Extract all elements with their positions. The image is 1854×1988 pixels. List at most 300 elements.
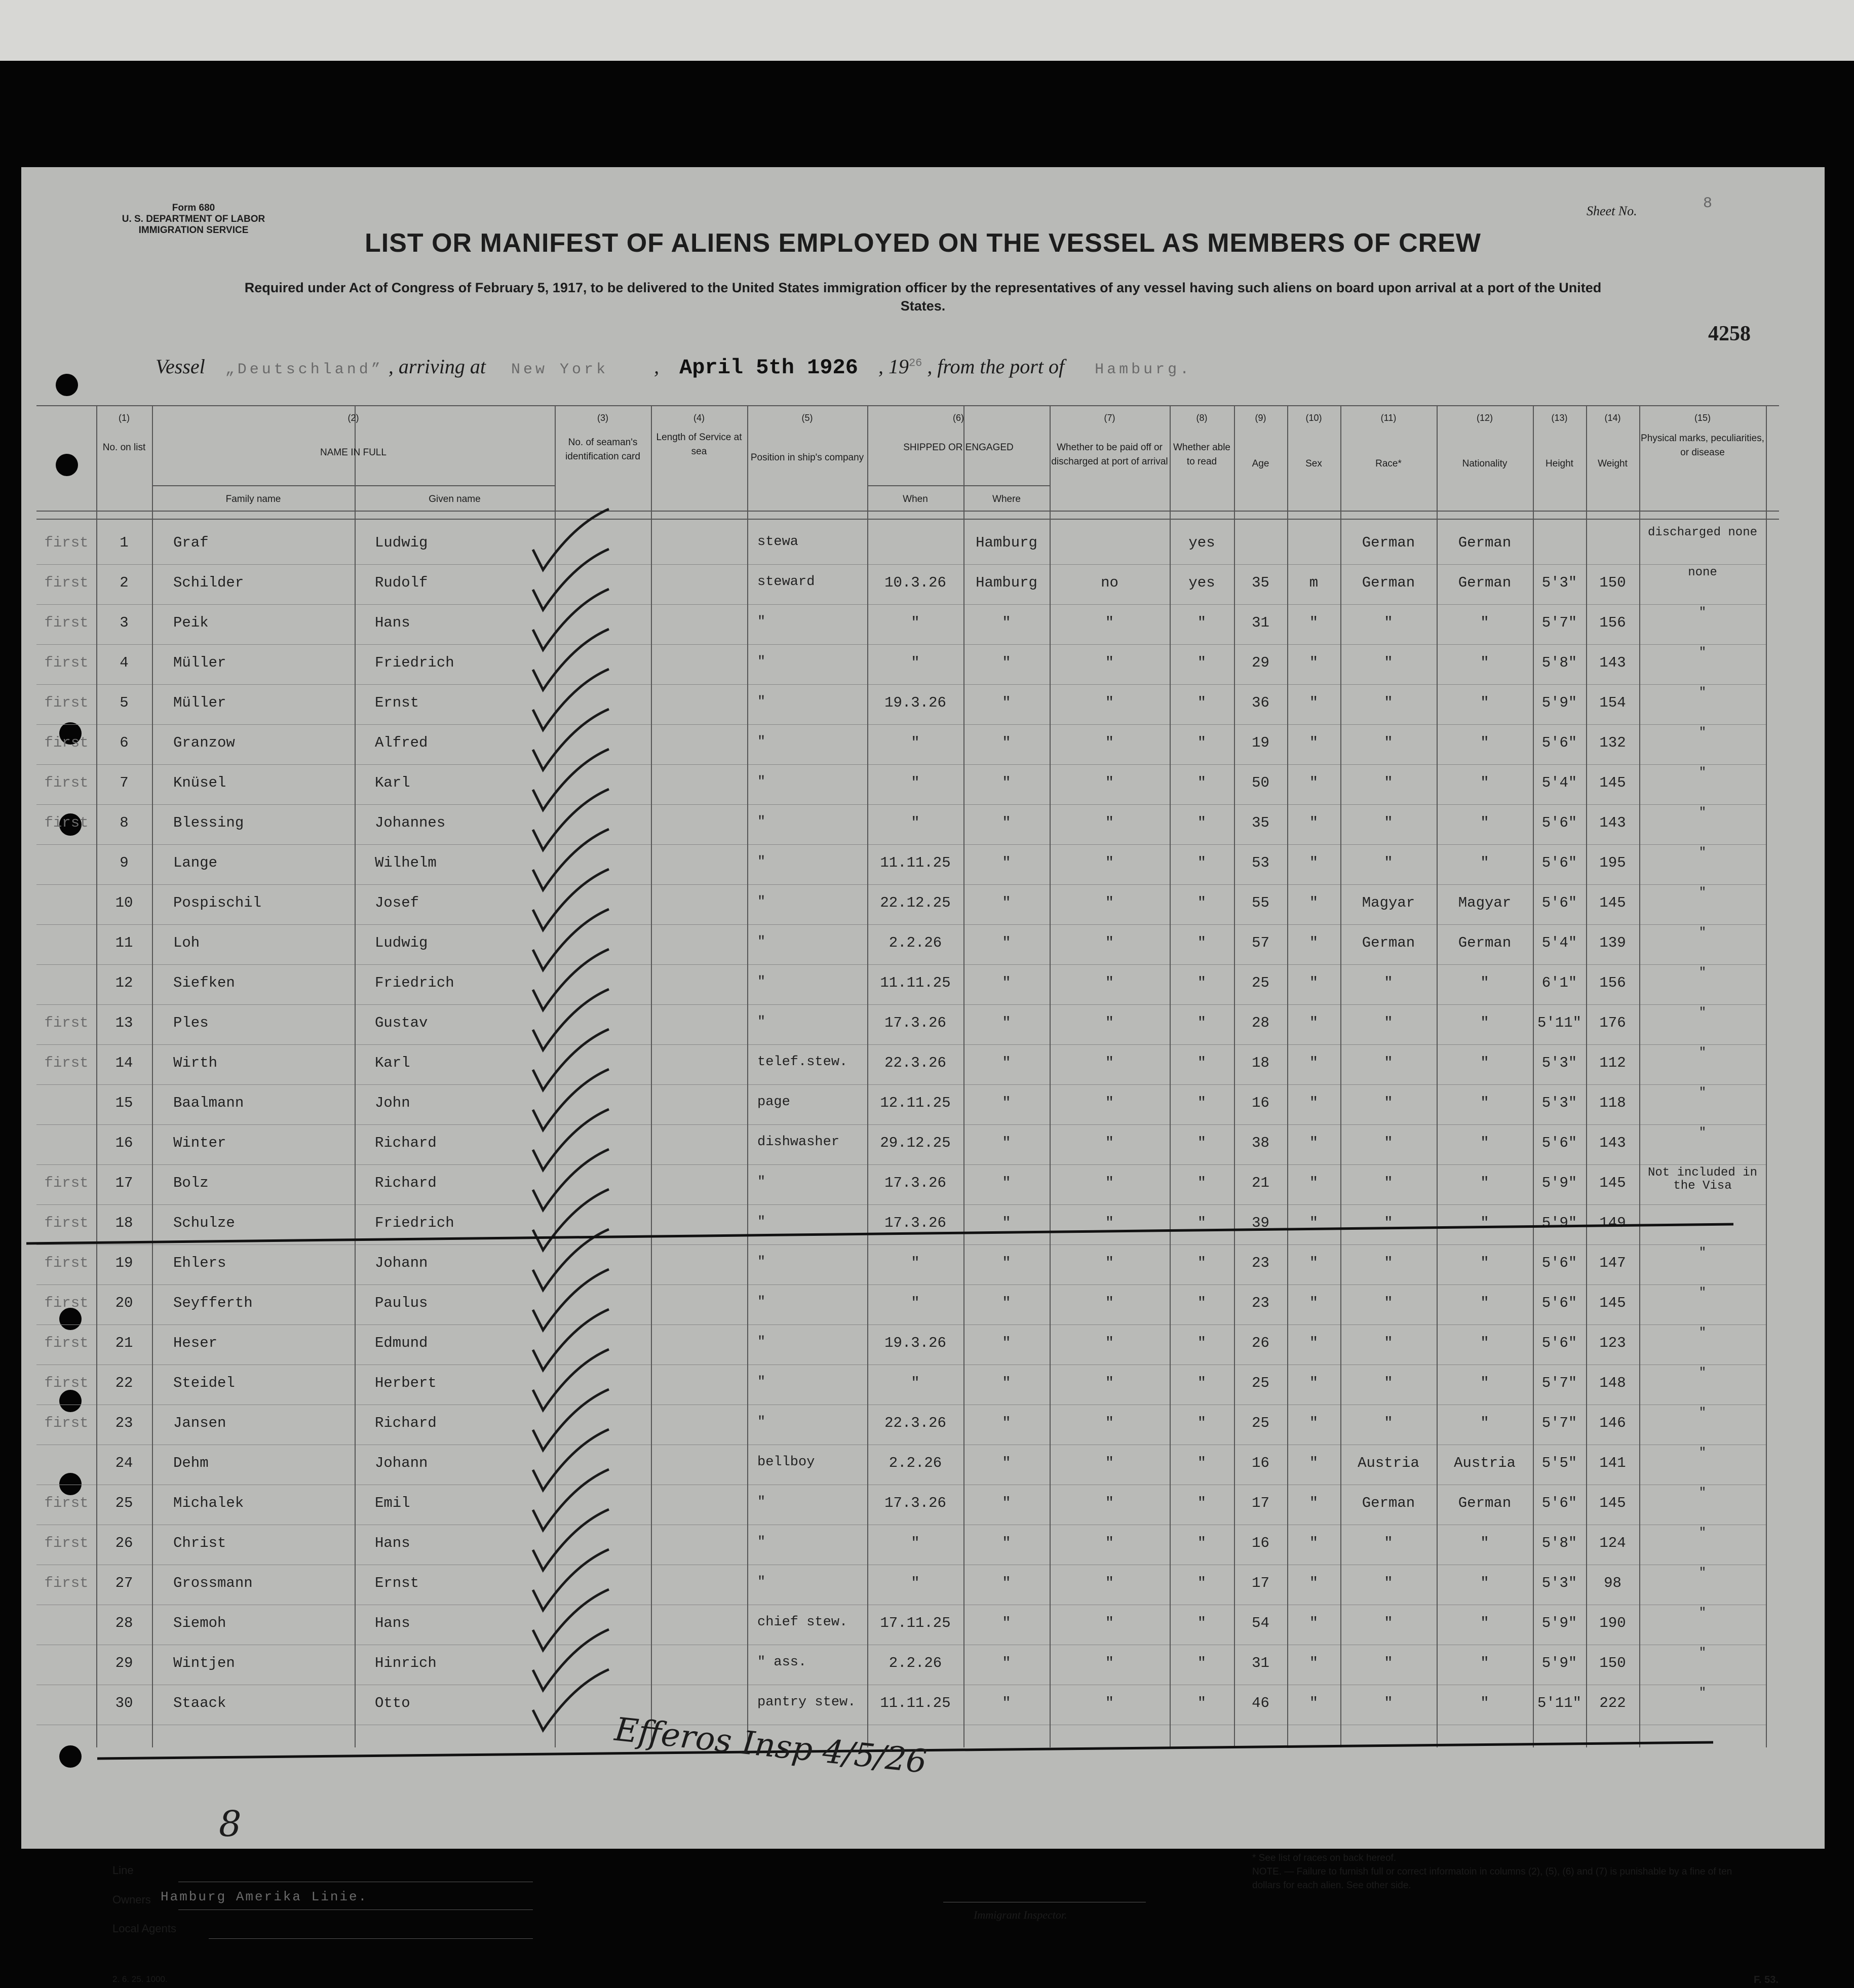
cell-paid: " [1105,1335,1114,1351]
cell-weight: 150 [1599,1655,1626,1671]
cell-when: " [911,1255,920,1271]
cell-family: Peik [173,614,209,631]
cell-mark: first [44,1335,89,1351]
cell-position: " ass. [757,1655,807,1670]
check-mark [533,829,609,890]
cell-height: 5'4" [1541,774,1577,791]
cell-no: 23 [115,1415,133,1431]
cell-race: German [1362,534,1415,551]
cell-mark: first [44,654,89,671]
cell-given: Rudolf [375,574,428,591]
cell-family: Ehlers [173,1255,226,1271]
cell-when: " [911,614,920,631]
cell-read: " [1197,1375,1207,1391]
cell-where: " [1002,734,1011,751]
cell-read: " [1197,974,1207,991]
department-name: U. S. DEPARTMENT OF LABOR [122,214,265,224]
cell-when: 22.3.26 [884,1055,946,1071]
cell-when: 11.11.25 [880,854,951,871]
cell-nat: German [1458,934,1512,951]
cell-race: German [1362,574,1415,591]
column-number: (8) [1196,413,1208,423]
cell-weight: 146 [1599,1415,1626,1431]
arriving-label: , arriving at [388,355,486,378]
cell-age: 26 [1252,1335,1269,1351]
cell-no: 28 [115,1615,133,1631]
column-number: (13) [1551,413,1568,423]
cell-paid: " [1105,1055,1114,1071]
cell-read: " [1197,854,1207,871]
cell-race: " [1384,1095,1393,1111]
print-code: 2. 6. 25. 1000. [112,1974,168,1984]
cell-paid: " [1105,934,1114,951]
cell-family: Michalek [173,1495,244,1511]
cell-when: 17.3.26 [884,1175,946,1191]
cell-read: " [1197,1135,1207,1151]
cell-sex: " [1309,654,1319,671]
cell-sex: " [1309,1015,1319,1031]
owners-value: Hamburg Amerika Linie. [161,1889,368,1904]
cell-paid: " [1105,734,1114,751]
cell-physical: " [1698,1286,1707,1300]
cell-sex: " [1309,1695,1319,1711]
check-mark [533,1149,609,1210]
cell-physical: " [1698,1566,1707,1580]
cell-when: 17.3.26 [884,1495,946,1511]
cell-read: " [1197,1215,1207,1231]
cell-position: chief stew. [757,1615,848,1630]
cell-paid: " [1105,1135,1114,1151]
check-mark [533,789,609,850]
column-number: (10) [1305,413,1322,423]
column-number: (1) [119,413,130,423]
cell-mark: first [44,1415,89,1431]
cell-nat: " [1480,774,1489,791]
cell-race: " [1384,1255,1393,1271]
cell-where: " [1002,774,1011,791]
header-able-to-read: Whether able to read [1173,442,1230,467]
cell-read: " [1197,734,1207,751]
header-length-service: Length of Service at sea [656,432,742,457]
service-name: IMMIGRATION SERVICE [138,225,249,236]
cell-position: " [757,1575,766,1590]
cell-age: 50 [1252,774,1269,791]
cell-when: 17.3.26 [884,1015,946,1031]
cell-position: " [757,814,766,830]
cell-given: Friedrich [375,654,454,671]
cell-where: Hamburg [976,574,1037,591]
cell-race: " [1384,1015,1393,1031]
cell-where: " [1002,1015,1011,1031]
cell-height: 5'9" [1541,1655,1577,1671]
cell-height: 5'3" [1541,574,1577,591]
cell-read: " [1197,1655,1207,1671]
cell-nat: " [1480,1575,1489,1591]
cell-when: " [911,1375,920,1391]
cell-age: 17 [1252,1575,1269,1591]
strike-line [26,1224,1733,1243]
cell-read: " [1197,1335,1207,1351]
check-mark [533,1029,609,1090]
cell-sex: " [1309,934,1319,951]
cell-weight: 176 [1599,1015,1626,1031]
check-mark [533,1589,609,1650]
cell-given: Wilhelm [375,854,437,871]
cell-mark: first [44,1215,89,1231]
cell-no: 1 [120,534,129,551]
cell-position: steward [757,574,815,590]
cell-given: Otto [375,1695,410,1711]
cell-family: Steidel [173,1375,235,1391]
cell-paid: " [1105,814,1114,831]
cell-paid: " [1105,1455,1114,1471]
cell-position: dishwasher [757,1135,840,1150]
cell-age: 25 [1252,1375,1269,1391]
cell-when: " [911,654,920,671]
check-mark [533,869,609,930]
column-number: (15) [1694,413,1711,423]
cell-age: 16 [1252,1535,1269,1551]
column-number: (6) [953,413,964,423]
cell-where: " [1002,1455,1011,1471]
check-mark [533,1469,609,1530]
cell-weight: 132 [1599,734,1626,751]
arrival-date: April 5th 1926 [679,356,858,380]
check-mark [533,589,609,650]
column-number: (7) [1104,413,1115,423]
vessel-label: Vessel [156,355,205,378]
cell-no: 6 [120,734,129,751]
cell-mark: first [44,614,89,631]
cell-family: Schilder [173,574,244,591]
cell-mark: first [44,1375,89,1391]
cell-race: " [1384,814,1393,831]
cell-when: 17.11.25 [880,1615,951,1631]
cell-given: Richard [375,1135,437,1151]
cell-weight: 139 [1599,934,1626,951]
cell-physical: " [1698,1526,1707,1540]
cell-family: Siefken [173,974,235,991]
cell-weight: 145 [1599,774,1626,791]
cell-given: Johann [375,1455,428,1471]
cell-position: " [757,1295,766,1310]
cell-given: Karl [375,774,410,791]
cell-mark: first [44,774,89,791]
manifest-number: 4258 [1708,322,1751,345]
cell-race: " [1384,854,1393,871]
cell-read: " [1197,1055,1207,1071]
cell-no: 19 [115,1255,133,1271]
cell-paid: " [1105,1575,1114,1591]
cell-family: Knüsel [173,774,226,791]
cell-physical: " [1698,846,1707,860]
cell-family: Jansen [173,1415,226,1431]
cell-family: Müller [173,654,226,671]
cell-when: 12.11.25 [880,1095,951,1111]
check-mark [533,989,609,1050]
year-value: 26 [908,357,922,370]
sheet-number: 8 [1703,195,1713,212]
cell-where: " [1002,1175,1011,1191]
cell-no: 14 [115,1055,133,1071]
page-subtitle: Required under Act of Congress of February 5, 1917, to be delivered to the United States immigration officer by the representatives of any vessel having such aliens on board upon arrival at a port of the United States. [244,280,1602,314]
cell-physical: " [1698,766,1707,779]
cell-race: German [1362,1495,1415,1511]
cell-read: " [1197,1295,1207,1311]
cell-when: 11.11.25 [880,1695,951,1711]
header-race: Race* [1375,458,1402,469]
cell-physical: " [1698,1446,1707,1460]
cell-family: Seyfferth [173,1295,253,1311]
cell-position: " [757,1015,766,1030]
cell-when: " [911,814,920,831]
cell-sex: " [1309,1415,1319,1431]
cell-where: " [1002,694,1011,711]
cell-weight: 145 [1599,1175,1626,1191]
cell-age: 25 [1252,1415,1269,1431]
cell-where: " [1002,654,1011,671]
check-mark [533,1189,609,1250]
cell-family: Müller [173,694,226,711]
cell-mark: first [44,1255,89,1271]
cell-read: " [1197,1175,1207,1191]
cell-paid: " [1105,1695,1114,1711]
header-physical: Physical marks, peculiarities, or disease [1641,433,1764,458]
cell-when: " [911,1575,920,1591]
cell-weight: 118 [1599,1095,1626,1111]
cell-paid: " [1105,1375,1114,1391]
cell-given: John [375,1095,410,1111]
header-given-name: Given name [429,494,481,504]
cell-height: 5'6" [1541,1295,1577,1311]
cell-position: " [757,934,766,950]
cell-nat: " [1480,814,1489,831]
cell-age: 25 [1252,974,1269,991]
cell-age: 38 [1252,1135,1269,1151]
cell-height: 5'7" [1541,1415,1577,1431]
cell-weight: 141 [1599,1455,1626,1471]
cell-weight: 156 [1599,614,1626,631]
cell-nat: German [1458,1495,1512,1511]
cell-no: 5 [120,694,129,711]
owners-rule [178,1909,533,1910]
cell-physical: discharged none [1647,526,1758,539]
cell-nat: German [1458,574,1512,591]
cell-age: 55 [1252,894,1269,911]
cell-mark: first [44,1015,89,1031]
cell-weight: 154 [1599,694,1626,711]
handwritten-marks [21,167,1825,1849]
cell-height: 5'4" [1541,934,1577,951]
cell-no: 26 [115,1535,133,1551]
cell-paid: " [1105,1175,1114,1191]
cell-no: 12 [115,974,133,991]
cell-position: " [757,1255,766,1270]
cell-age: 31 [1252,1655,1269,1671]
cell-paid: " [1105,1295,1114,1311]
cell-given: Friedrich [375,974,454,991]
cell-where: " [1002,1135,1011,1151]
cell-weight: 148 [1599,1375,1626,1391]
cell-age: 18 [1252,1055,1269,1071]
cell-family: Pospischil [173,894,262,911]
header-age: Age [1252,458,1269,469]
cell-where: " [1002,854,1011,871]
cell-when: " [911,1535,920,1551]
cell-height: 6'1" [1541,974,1577,991]
cell-weight: 190 [1599,1615,1626,1631]
cell-paid: " [1105,1255,1114,1271]
cell-where: " [1002,974,1011,991]
cell-position: " [757,654,766,670]
cell-position: " [757,894,766,910]
column-number: (3) [597,413,608,423]
cell-nat: " [1480,1375,1489,1391]
cell-given: Johannes [375,814,446,831]
cell-when: 22.3.26 [884,1415,946,1431]
cell-position: " [757,1535,766,1550]
cell-no: 8 [120,814,129,831]
cell-no: 18 [115,1215,133,1231]
cell-height: 5'6" [1541,894,1577,911]
cell-height: 5'9" [1541,1175,1577,1191]
cell-mark: first [44,694,89,711]
cell-when: 19.3.26 [884,1335,946,1351]
cell-physical: " [1698,1686,1707,1700]
cell-age: 19 [1252,734,1269,751]
cell-nat: " [1480,1655,1489,1671]
cell-nat: " [1480,974,1489,991]
from-label: , from the port of [927,355,1065,378]
cell-given: Emil [375,1495,410,1511]
cell-age: 36 [1252,694,1269,711]
column-number: (11) [1380,413,1397,423]
cell-nat: " [1480,734,1489,751]
cell-race: Austria [1358,1455,1419,1471]
cell-height: 5'6" [1541,814,1577,831]
header-position: Position in ship's company [750,452,864,463]
cell-read: " [1197,1455,1207,1471]
cell-given: Alfred [375,734,428,751]
cell-paid: " [1105,1495,1114,1511]
cell-race: " [1384,1175,1393,1191]
cell-read: " [1197,1495,1207,1511]
cell-no: 11 [115,934,133,951]
column-number: (2) [347,413,359,423]
cell-given: Johann [375,1255,428,1271]
cell-read: yes [1188,534,1215,551]
agents-label: Local Agents [112,1922,176,1935]
cell-weight: 195 [1599,854,1626,871]
cell-age: 57 [1252,934,1269,951]
form-code: F. 53. [1754,1974,1779,1985]
cell-physical: " [1698,1486,1707,1500]
check-mark [533,1429,609,1490]
vessel-name: „Deutschland” [225,361,383,378]
cell-physical: " [1698,686,1707,699]
cell-nat: " [1480,654,1489,671]
cell-nat: " [1480,1415,1489,1431]
cell-mark: first [44,1535,89,1551]
cell-paid: " [1105,1015,1114,1031]
cell-no: 13 [115,1015,133,1031]
cell-weight: 143 [1599,814,1626,831]
cell-mark: first [44,1495,89,1511]
cell-where: " [1002,1575,1011,1591]
cell-given: Herbert [375,1375,437,1391]
cell-paid: " [1105,694,1114,711]
cell-sex: " [1309,1295,1319,1311]
cell-paid: " [1105,1095,1114,1111]
check-mark [533,749,609,810]
cell-read: " [1197,774,1207,791]
cell-weight: 156 [1599,974,1626,991]
cell-physical: " [1698,646,1707,659]
cell-age: 21 [1252,1175,1269,1191]
form-number: Form 680 [172,203,215,213]
cell-no: 27 [115,1575,133,1591]
cell-race: " [1384,774,1393,791]
cell-physical: none [1688,566,1717,579]
cell-where: " [1002,1255,1011,1271]
cell-mark: first [44,1175,89,1191]
year-label: , 19 [878,355,909,378]
cell-given: Karl [375,1055,410,1071]
cell-sex: " [1309,1135,1319,1151]
cell-sex: " [1309,854,1319,871]
cell-mark: first [44,534,89,551]
cell-when: 2.2.26 [889,934,942,951]
cell-position: " [757,1215,766,1230]
cell-race: " [1384,694,1393,711]
cell-read: " [1197,1015,1207,1031]
cell-where: " [1002,1215,1011,1231]
cell-age: 46 [1252,1695,1269,1711]
cell-position: " [757,1375,766,1390]
cell-nat: " [1480,1175,1489,1191]
cell-height: 5'9" [1541,1215,1577,1231]
cell-when: " [911,734,920,751]
cell-height: 5'3" [1541,1095,1577,1111]
cell-position: " [757,1415,766,1430]
cell-given: Josef [375,894,419,911]
cell-where: " [1002,1655,1011,1671]
cell-mark: first [44,574,89,591]
cell-given: Paulus [375,1295,428,1311]
cell-family: Loh [173,934,200,951]
cell-read: " [1197,894,1207,911]
cell-no: 25 [115,1495,133,1511]
cell-nat: " [1480,1255,1489,1271]
cell-physical: " [1698,966,1707,980]
check-mark [533,1349,609,1410]
cell-no: 2 [120,574,129,591]
cell-race: " [1384,614,1393,631]
cell-given: Gustav [375,1015,428,1031]
cell-physical: " [1698,1046,1707,1060]
cell-age: 35 [1252,574,1269,591]
cell-position: " [757,1495,766,1510]
cell-no: 24 [115,1455,133,1471]
column-number: (14) [1604,413,1621,423]
cell-race: Magyar [1362,894,1415,911]
cell-physical: " [1698,806,1707,820]
cell-height: 5'8" [1541,1535,1577,1551]
cell-where: " [1002,1055,1011,1071]
agents-rule [209,1938,533,1939]
cell-physical: " [1698,1646,1707,1660]
cell-height: 5'9" [1541,694,1577,711]
